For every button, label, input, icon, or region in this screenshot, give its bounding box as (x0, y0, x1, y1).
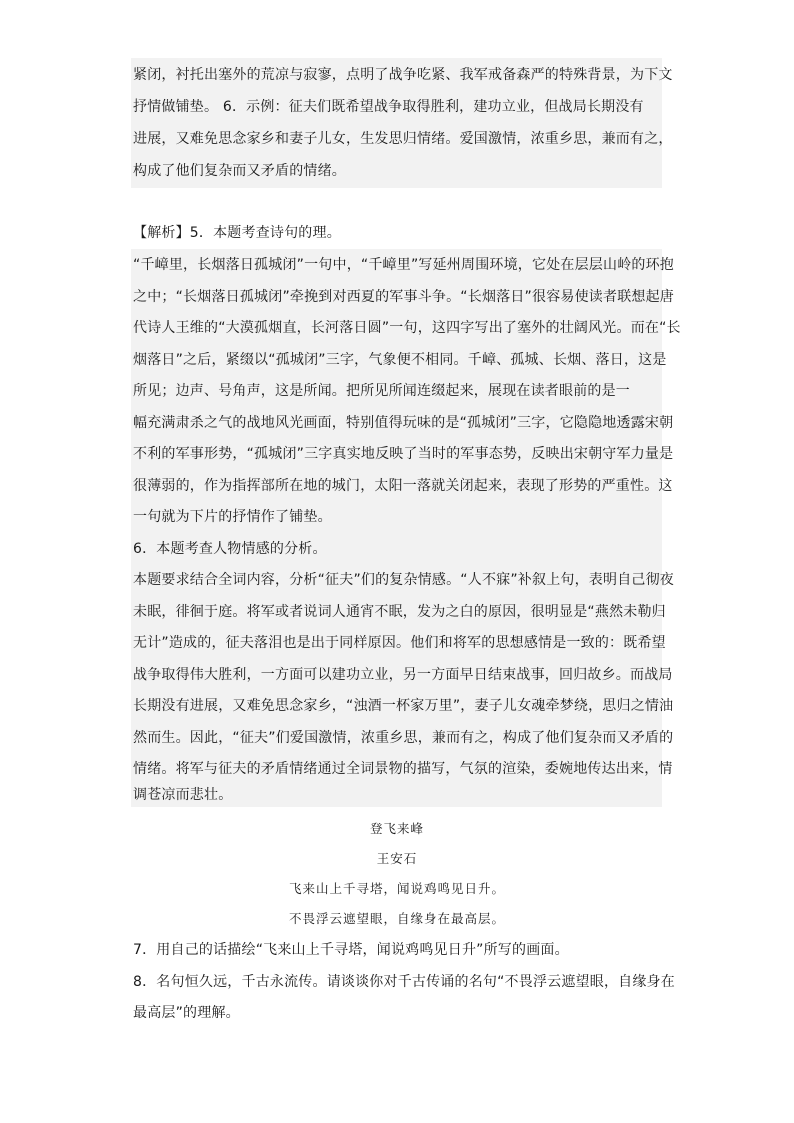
analysis-line: “千嶂里，长烟落日孤城闭”一句中，“千嶂里”写延州周围环境，它处在层层山岭的环抱 (133, 257, 675, 273)
question-line: 8．名句恒久远，千古永流传。请谈谈你对千古传诵的名句“不畏浮云遮望眼，自缘身在 (133, 974, 675, 990)
analysis-line: 很薄弱的，作为指挥部所在地的城门，太阳一落就关闭起来，表现了形势的严重性。这 (133, 478, 673, 494)
question-line: 最高层”的理解。 (133, 1005, 240, 1021)
answer-line: 进展，又难免思念家乡和妻子儿女，生发思归情绪。爱国激情，浓重乡思，兼而有之， (133, 131, 673, 147)
analysis-line: 6．本题考查人物情感的分析。 (133, 541, 327, 557)
poem-line: 飞来山上千寻塔，闻说鸡鸣见日升。 (288, 881, 505, 896)
analysis-line: 调苍凉而悲壮。 (133, 787, 233, 803)
answer-line: 紧闭，衬托出塞外的荒凉与寂寥，点明了战争吃紧、我军戒备森严的特殊背景，为下文 (133, 67, 673, 83)
analysis-line: 长期没有进展，又难免思念家乡，“浊酒一杯家万里”，妻子儿女魂牵梦绕，思归之情油 (133, 698, 674, 714)
poem-line: 不畏浮云遮望眼，自缘身在最高层。 (288, 911, 505, 926)
analysis-line: 无计”造成的，征夫落泪也是出于同样原因。他们和将军的思想感情是一致的：既希望 (133, 635, 666, 651)
poem-title: 登飞来峰 (369, 821, 424, 836)
analysis-line: 不利的军事形势，“孤城闭”三字真实地反映了当时的军事态势，反映出宋朝守军力量是 (133, 446, 674, 462)
answer-line: 构成了他们复杂而又矛盾的情绪。 (133, 163, 346, 179)
question-line: 7．用自己的话描绘“飞来山上千寻塔，闻说鸡鸣见日升”所写的画面。 (133, 942, 569, 958)
analysis-line: 代诗人王维的“大漠孤烟直，长河落日圆”一句，这四字写出了塞外的壮阔风光。而在“长 (133, 320, 681, 336)
analysis-line: 然而生。因此，“征夫”们爱国激情，浓重乡思，兼而有之，构成了他们复杂而又矛盾的 (133, 730, 674, 746)
analysis-line: 情绪。将军与征夫的矛盾情绪通过全词景物的描写，气氛的渲染，委婉地传达出来，情 (133, 761, 673, 777)
poem-author: 王安石 (376, 851, 418, 866)
analysis-heading: 【解析】5．本题考查诗句的理。 (133, 225, 341, 241)
analysis-line: 所见；边声、号角声，这是所闻。把所见所闻连缀起来，展现在读者眼前的是一 (133, 383, 630, 399)
analysis-line: 烟落日”之后，紧缀以“孤城闭”三字，气象便不相同。千嶂、孤城、长烟、落日，这是 (133, 352, 667, 368)
analysis-line: 一句就为下片的抒情作了铺垫。 (133, 509, 332, 525)
analysis-line: 幅充满肃杀之气的战地风光画面，特别值得玩味的是“孤城闭”三字，它隐隐地透露宋朝 (133, 415, 674, 431)
analysis-line: 之中；“长烟落日孤城闭”牵挽到对西夏的军事斗争。“长烟落日”很容易使读者联想起唐 (133, 289, 675, 305)
answer-line: 抒情做铺垫。 6．示例：征夫们既希望战争取得胜利，建功立业，但战局长期没有 (133, 99, 644, 115)
analysis-line: 战争取得伟大胜利，一方面可以建功立业，另一方面早日结束战事，回归故乡。而战局 (133, 667, 673, 683)
analysis-line: 未眠，徘徊于庭。将军或者说词人通宵不眠，发为之白的原因，很明显是“燕然未勒归 (133, 604, 666, 620)
analysis-line: 本题要求结合全词内容，分析“征夫”们的复杂情感。“人不寐”补叙上句，表明自己彻夜 (133, 572, 675, 588)
